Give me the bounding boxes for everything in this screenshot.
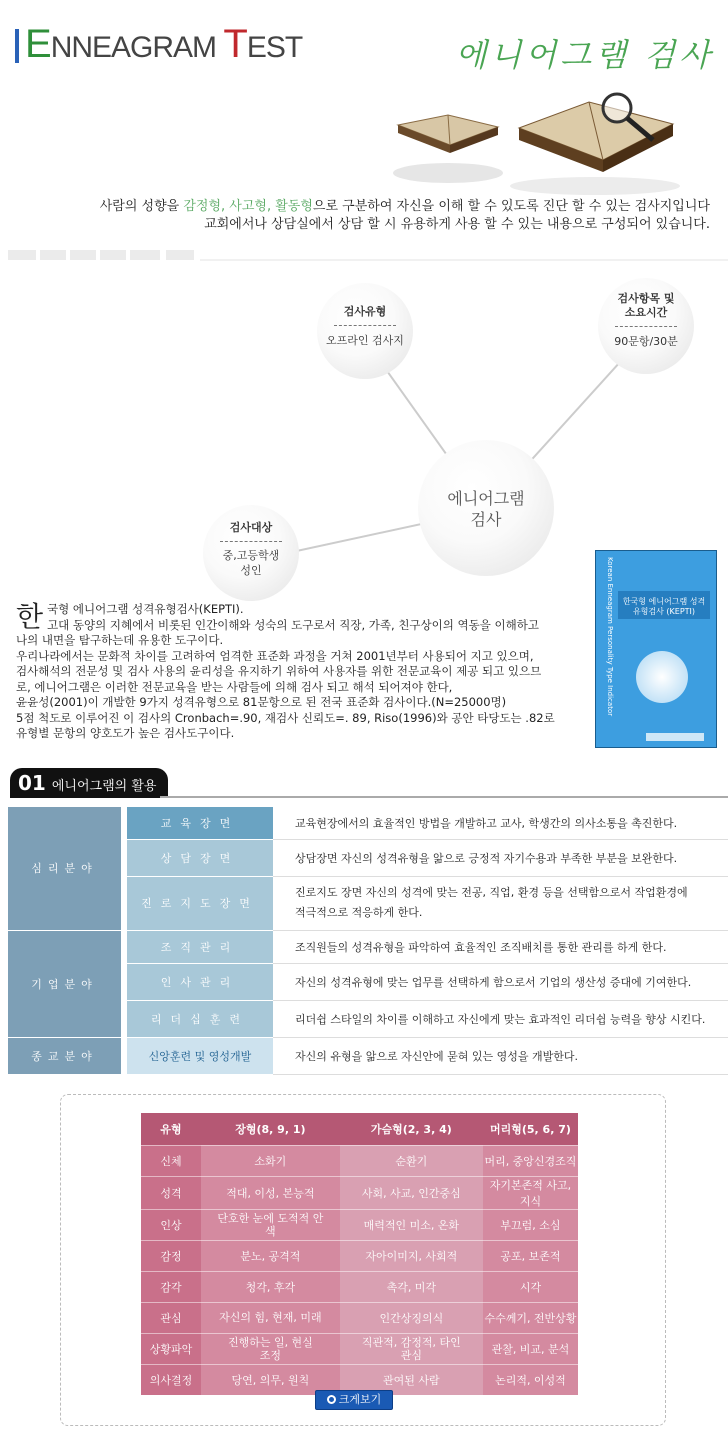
circle-test-type [317,283,413,379]
sub-education: 교육장면 [127,807,273,839]
intro-text [100,198,710,234]
kepti-book-cover [595,550,717,748]
circle-test-target [203,505,299,601]
kepti-line: 로, 에니어그램은 이러한 전문교육을 받는 사람들에 의해 검사 되고 해석 되어져야 한다, [16,679,453,694]
row-cell: 인간상징의식 [340,1302,483,1333]
desc-career-1: 진로지도 장면 자신의 성격에 맞는 전공, 직업, 환경 등을 선택함으로서 작업환경에 [295,886,688,899]
row-cell: 진행하는 일, 현실조정 [201,1333,340,1364]
book-image-small [388,85,508,185]
sub-leadership: 리더십훈련 [127,1000,273,1037]
search-icon [327,1395,336,1404]
kepti-description [16,602,576,742]
row-cell: 사회, 사교, 인간중심 [340,1176,483,1209]
row-cell: 단호한 눈에 도적적 안색 [201,1209,340,1240]
logo-bar [15,29,19,63]
row-key: 관심 [141,1302,201,1333]
type-header-cell: 가슴형(2, 3, 4) [340,1113,483,1145]
sub-counseling: 상담장면 [127,839,273,876]
row-cell: 직관적, 감정적, 타인관심 [340,1333,483,1364]
row-cell: 청각, 후각 [201,1271,340,1302]
desc-counseling: 상담장면 자신의 성격유형을 앎으로 긍정적 자기수용과 부족한 부분을 보완한다. [273,839,728,876]
table-row [141,1271,578,1302]
table-row [8,807,728,839]
kepti-line: 윤윤성(2001)이 개발한 9가지 성격유형으로 81문항으로 된 전국 표준화 검사이다.(N=25000명) [16,695,507,709]
kepti-line: 국형 에니어그램 성격유형검사(KEPTI). [47,602,244,616]
section-number: 01 [18,771,46,795]
desc-career [273,876,728,930]
row-cell: 적대, 이성, 본능적 [201,1176,340,1209]
test-time-title: 검사항목 및 소요시간 [617,292,675,319]
desc-faith: 자신의 유형을 앎으로 자신안에 묻혀 있는 영성을 개발한다. [273,1037,728,1074]
table-row [141,1209,578,1240]
kepti-line: 유형별 문항의 양호도가 높은 검사도구이다. [16,726,235,740]
intro-line-1 [100,198,710,216]
test-type-value: 오프라인 검사지 [326,334,404,347]
kepti-line: 고대 동양의 지혜에서 비롯된 인간이해와 성숙의 도구로서 직장, 가족, 친구상이의 역동을 이해하고 [47,617,539,632]
desc-career-2: 적극적으로 적응하게 한다. [295,906,423,919]
row-cell: 매력적인 미소, 온화 [340,1209,483,1240]
row-cell: 수수께기, 전반상황 [483,1302,578,1333]
type-table-header [141,1113,578,1145]
circle-test-time [598,278,694,374]
row-cell: 순환기 [340,1145,483,1176]
row-cell: 부끄럼, 소심 [483,1209,578,1240]
desc-education: 교육현장에서의 효율적인 방법을 개발하고 교사, 학생간의 의사소통을 촉진한다. [273,807,728,839]
row-cell: 관찰, 비교, 분석 [483,1333,578,1364]
row-key: 신체 [141,1145,201,1176]
type-header-cell: 유형 [141,1113,201,1145]
row-cell: 자아이미지, 사회적 [340,1240,483,1271]
row-cell: 촉각, 미각 [340,1271,483,1302]
intro-line-2: 교회에서나 상담실에서 상담 할 시 유용하게 사용 할 수 있는 내용으로 구성되어 있습니다. [204,217,710,232]
test-target-value: 중,고등학생 성인 [222,549,280,577]
row-cell: 논리적, 이성적 [483,1364,578,1395]
zoom-button[interactable] [315,1390,393,1410]
section-rule [160,796,728,798]
logo-letter-t: T [223,22,247,66]
desc-leadership: 리더쉽 스타일의 차이를 이해하고 자신에게 맞는 효과적인 리더쉽 능력을 향상 시킨다. [273,1000,728,1037]
row-cell: 자기본존적 사고, 지식 [483,1176,578,1209]
category-business: 기업분야 [8,930,121,1037]
circle-center [418,440,554,576]
row-key: 의사결정 [141,1364,201,1395]
row-cell: 당연, 의무, 원칙 [201,1364,340,1395]
zoom-label: 크게보기 [338,1393,382,1406]
section-label: 에니어그램의 활용 [51,779,157,794]
row-cell: 공포, 보존적 [483,1240,578,1271]
section-pill [10,768,168,798]
row-key: 인상 [141,1209,201,1240]
row-key: 상황파악 [141,1333,201,1364]
type-table [141,1113,578,1396]
category-religion: 종교분야 [8,1037,121,1074]
table-row [141,1302,578,1333]
book-magnifier-image [505,78,685,196]
desc-org: 조직원들의 성격유형을 파악하여 효율적인 조직배치를 통한 관리를 하게 한다. [273,930,728,963]
usage-table [8,807,728,1075]
row-cell: 분노, 공격적 [201,1240,340,1271]
row-key: 감정 [141,1240,201,1271]
sub-org: 조직관리 [127,930,273,963]
sub-career: 진로지도장면 [127,876,273,930]
table-row [141,1333,578,1364]
test-target-title: 검사대상 [229,521,273,534]
table-row [141,1145,578,1176]
sub-hr: 인사관리 [127,963,273,1000]
category-psychology: 심리분야 [8,807,121,930]
desc-hr: 자신의 성격유형에 맞는 업무를 선택하게 함으로서 기업의 생산성 증대에 기여한다. [273,963,728,1000]
enneagram-globe-icon [636,651,688,703]
row-key: 감각 [141,1271,201,1302]
row-cell: 소화기 [201,1145,340,1176]
row-cell: 관여된 사람 [340,1364,483,1395]
publisher-logo [646,733,704,741]
type-header-cell: 머리형(5, 6, 7) [483,1113,578,1145]
dropcap: 한 [16,600,44,633]
kepti-line: 나의 내면을 탐구하는데 유용한 도구이다. [16,633,224,647]
logo-text-1: NNEAGRAM [50,31,224,64]
intro-highlight: 감정형, 사고형, 활동형 [183,199,313,214]
korean-title: 에니어그램 검사 [455,36,714,74]
kepti-line: 검사해석의 전문성 및 검사 사용의 윤리성을 유지하기 위하여 사용자를 위한 전문교육이 제공 되고 있으므 [16,664,542,678]
cover-vertical-text: Korean Enneagram Personality Type Indicator [606,557,614,717]
row-cell: 자신의 힘, 현재, 미래 [201,1302,340,1333]
center-label: 에니어그램 검사 [447,489,525,529]
logo-letter-e: E [25,22,51,66]
table-row [8,930,728,963]
table-row [8,1037,728,1074]
row-cell: 머리, 중앙신경조직 [483,1145,578,1176]
test-time-value: 90문항/30분 [614,335,678,348]
section-header [10,768,168,798]
kepti-line: 5점 척도로 이루어진 이 검사의 Cronbach=.90, 재검사 신뢰도=. 89, Riso(1996)와 공안 타당도는 .82로 [16,710,555,725]
cover-title: 한국형 에니어그램 성격유형검사 (KEPTI) [622,597,706,616]
table-row [141,1176,578,1209]
logo-text-2: EST [246,31,303,64]
row-key: 성격 [141,1176,201,1209]
table-row [141,1240,578,1271]
intro-line-1-pre: 사람의 성향을 [99,199,184,214]
sub-faith: 신앙훈련 및 영성개발 [127,1037,273,1074]
row-cell: 시각 [483,1271,578,1302]
type-header-cell: 장형(8, 9, 1) [201,1113,340,1145]
kepti-line: 우리나라에서는 문화적 차이를 고려하여 엄격한 표준화 과정을 거쳐 2001년부터 사용되어 지고 있으며, [16,648,534,663]
intro-line-1-post: 으로 구분하여 자신을 이해 할 수 있도록 진단 할 수 있는 검사지입니다 [312,199,710,214]
enneagram-test-logo [15,22,302,67]
test-type-title: 검사유형 [343,305,387,318]
